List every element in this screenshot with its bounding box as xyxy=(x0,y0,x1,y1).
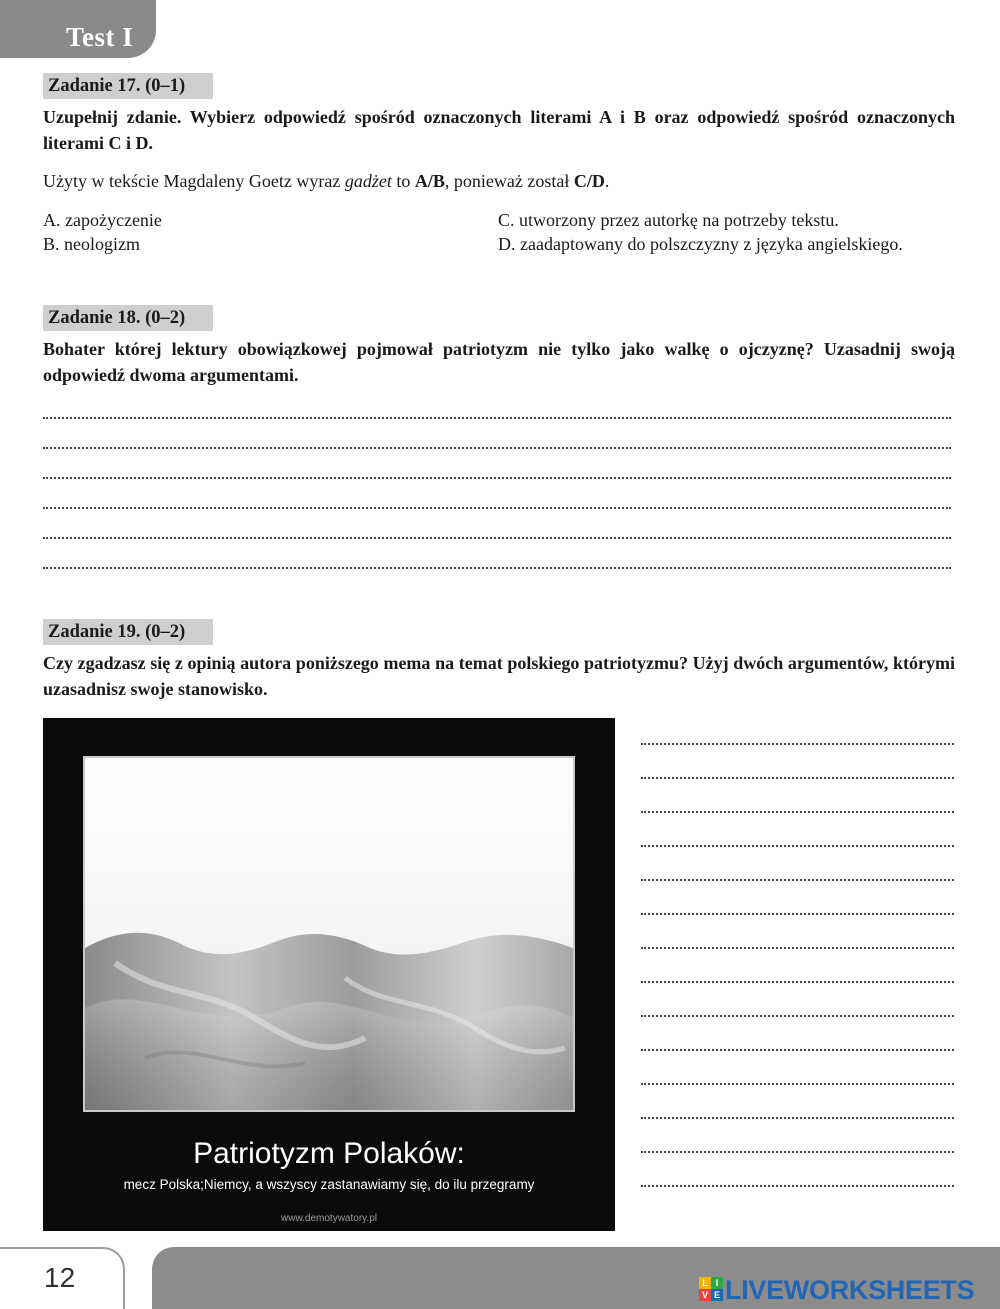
answer-line[interactable] xyxy=(641,981,954,983)
answer-line[interactable] xyxy=(641,845,954,847)
answer-line[interactable] xyxy=(43,447,951,449)
sentence-ab-choice[interactable]: A/B xyxy=(414,171,445,191)
badge-letter-e: E xyxy=(711,1289,723,1301)
sentence-end: . xyxy=(604,171,610,191)
answer-line[interactable] xyxy=(641,811,954,813)
badge-letter-i: I xyxy=(711,1277,723,1289)
liveworksheets-brand: LIVEWORKSHEETS xyxy=(725,1275,975,1305)
option-c[interactable]: C. utworzony przez autorkę na potrzeby tekstu. xyxy=(498,210,839,230)
answer-line[interactable] xyxy=(43,477,951,479)
flag-photo xyxy=(83,756,575,1112)
section-tab-label: Test I xyxy=(66,22,134,52)
option-d[interactable]: D. zaadaptowany do polszczyzny z języka angielskiego. xyxy=(498,234,903,254)
badge-letter-v: V xyxy=(699,1289,711,1301)
task-17-instruction: Uzupełnij zdanie. Wybierz odpowiedź spośród oznaczonych literami A i B oraz odpowiedź spośród oznaczonych literami C i D. xyxy=(43,107,955,153)
answer-line[interactable] xyxy=(43,567,951,569)
badge-letter-l: L xyxy=(699,1277,711,1289)
option-a[interactable]: A. zapożyczenie xyxy=(43,210,162,230)
answer-line[interactable] xyxy=(641,1117,954,1119)
meme-title: Patriotyzm Polaków: xyxy=(193,1137,465,1170)
answer-line[interactable] xyxy=(641,947,954,949)
task-18-instruction: Bohater której lektury obowiązkowej pojmował patriotyzm nie tylko jako walkę o ojczyznę? Uzasadnij swoją odpowiedź dwoma argumentami. xyxy=(43,339,955,385)
sentence-text-2: to xyxy=(391,171,415,191)
answer-line[interactable] xyxy=(641,879,954,881)
sentence-word: gadżet xyxy=(344,171,392,191)
sentence-text-3: , ponieważ został xyxy=(444,171,574,191)
answer-line[interactable] xyxy=(641,743,954,745)
task-17-sentence xyxy=(43,168,609,194)
section-tab xyxy=(0,0,156,58)
sentence-cd-choice[interactable]: C/D xyxy=(573,171,605,191)
answer-line[interactable] xyxy=(43,507,951,509)
meme-url: www.demotywatory.pl xyxy=(281,1213,377,1224)
answer-line[interactable] xyxy=(641,1151,954,1153)
meme-subtitle: mecz Polska;Niemcy, a wszyscy zastanawiamy się, do ilu przegramy xyxy=(123,1177,535,1192)
live-badge-icon xyxy=(699,1277,723,1301)
answer-line[interactable] xyxy=(641,1185,954,1187)
meme-image xyxy=(43,718,615,1231)
answer-line[interactable] xyxy=(641,1083,954,1085)
option-b[interactable]: B. neologizm xyxy=(43,234,140,254)
answer-line[interactable] xyxy=(641,777,954,779)
answer-line[interactable] xyxy=(641,1015,954,1017)
sentence-text-1: Użyty w tekście Magdaleny Goetz wyraz xyxy=(43,171,345,191)
answer-line[interactable] xyxy=(641,1049,954,1051)
task-19-instruction: Czy zgadzasz się z opinią autora poniższego mema na temat polskiego patriotyzmu? Użyj dwóch argumentów, którymi uzasadnisz swoje stanowisko. xyxy=(43,653,955,699)
white-red-flag-graphic xyxy=(85,758,573,1110)
task-19-label: Zadanie 19. (0–2) xyxy=(43,619,213,645)
task-17-label: Zadanie 17. (0–1) xyxy=(43,73,213,99)
page-number: 12 xyxy=(44,1262,76,1293)
answer-line[interactable] xyxy=(43,537,951,539)
task-18-label: Zadanie 18. (0–2) xyxy=(43,305,213,331)
answer-line[interactable] xyxy=(43,417,951,419)
answer-line[interactable] xyxy=(641,913,954,915)
